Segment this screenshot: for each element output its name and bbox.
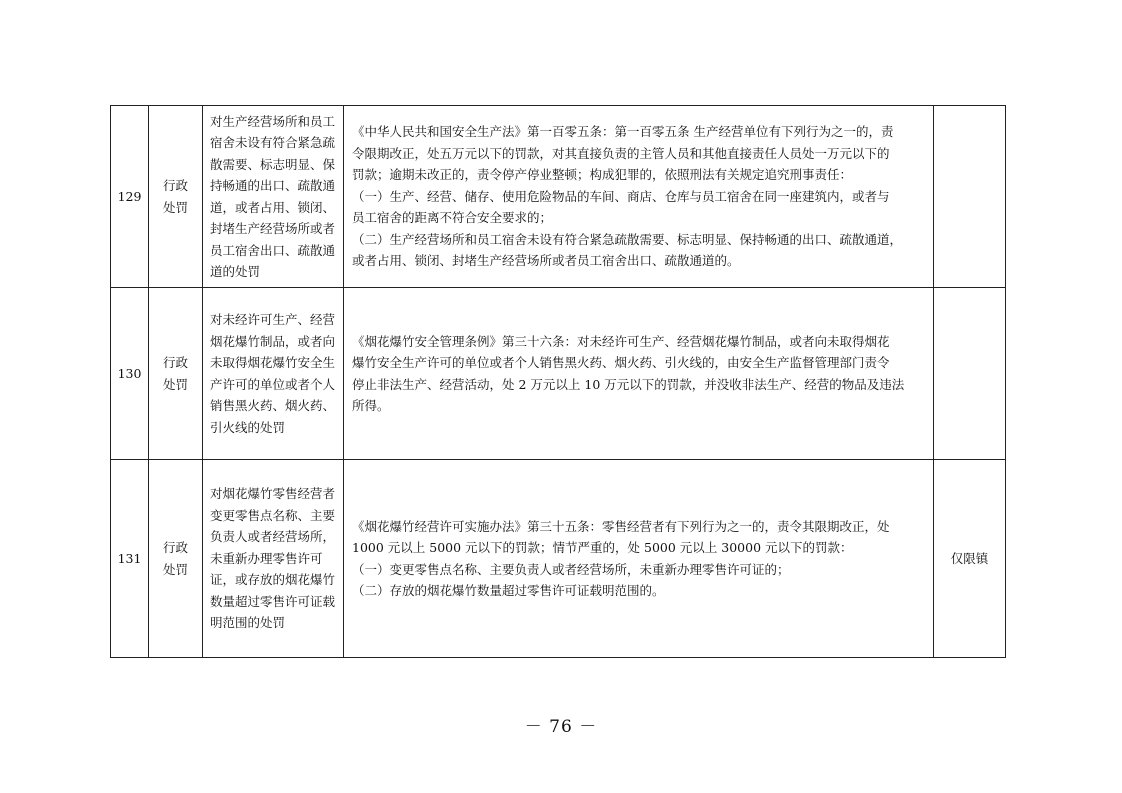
legal-basis-line: 《烟花爆竹经营许可实施办法》第三十五条：零售经营者有下列行为之一的，责令其限期改正，处 <box>352 518 890 534</box>
remark <box>934 106 1006 288</box>
penalty-type-line: 行政 <box>162 178 188 193</box>
penalty-item: 对烟花爆竹零售经营者变更零售点名称、主要负责人或者经营场所，未重新办理零售许可证，或存放的烟花爆竹数量超过零售许可证载明范围的处罚 <box>203 460 344 658</box>
page-number: － 76 － <box>524 717 598 737</box>
table-row <box>111 460 1006 658</box>
penalty-item: 对未经许可生产、经营烟花爆竹制品，或者向未取得烟花爆竹安全生产许可的单位或者个人销售黑火药、烟火药、引火线的处罚 <box>203 288 344 460</box>
remark <box>934 288 1006 460</box>
legal-basis-line: 令限期改正，处五万元以下的罚款，对其直接负责的主管人员和其他直接责任人员处一万元以下的 <box>352 145 890 161</box>
penalty-type-line: 行政 <box>162 355 188 370</box>
legal-basis <box>344 460 934 658</box>
legal-basis-line: 罚款；逾期未改正的，责令停产停业整顿；构成犯罪的，依照刑法有关规定追究刑事责任： <box>352 167 853 183</box>
table-row <box>111 106 1006 288</box>
legal-basis-line: 所得。 <box>352 398 390 413</box>
row-number: 130 <box>111 288 149 460</box>
legal-basis-line: 停止非法生产、经营活动，处 2 万元以上 10 万元以下的罚款，并没收非法生产、经营的物品及违法 <box>352 376 905 392</box>
legal-basis-line: （二）存放的烟花爆竹数量超过零售许可证载明范围的。 <box>352 583 665 598</box>
legal-basis-line: 《烟花爆竹安全管理条例》第三十六条：对未经许可生产、经营烟花爆竹制品，或者向未取得烟花 <box>352 333 890 349</box>
penalty-type <box>149 460 203 658</box>
penalty-type-line: 处罚 <box>162 561 188 577</box>
legal-basis-line: （二）生产经营场所和员工宿舍未设有符合紧急疏散需要、标志明显、保持畅通的出口、疏散通道， <box>352 231 903 247</box>
legal-basis-line: （一）变更零售点名称、主要负责人或者经营场所，未重新办理零售许可证的； <box>352 561 790 577</box>
legal-basis-line: 爆竹安全生产许可的单位或者个人销售黑火药、烟火药、引火线的，由安全生产监督管理部门责令 <box>352 355 890 370</box>
penalty-type <box>149 288 203 460</box>
penalty-table <box>110 105 1006 658</box>
table-row <box>111 288 1006 460</box>
row-number: 129 <box>111 106 149 288</box>
penalty-type-line: 处罚 <box>162 376 188 392</box>
legal-basis-line: 1000 元以上 5000 元以下的罚款；情节严重的，处 5000 元以上 30000 元以下的罚款： <box>352 540 853 555</box>
penalty-type-line: 行政 <box>162 540 188 555</box>
legal-basis <box>344 106 934 288</box>
legal-basis-line: 或者占用、锁闭、封堵生产经营场所或者员工宿舍出口、疏散通道的。 <box>352 253 740 269</box>
penalty-item: 对生产经营场所和员工宿舍未设有符合紧急疏散需要、标志明显、保持畅通的出口、疏散通道，或者占用、锁闭、封堵生产经营场所或者员工宿舍出口、疏散通道的处罚 <box>203 106 344 288</box>
legal-basis <box>344 288 934 460</box>
legal-basis-line: 《中华人民共和国安全生产法》第一百零五条：第一百零五条 生产经营单位有下列行为之一的，责 <box>352 124 894 140</box>
row-number: 131 <box>111 460 149 658</box>
penalty-type <box>149 106 203 288</box>
penalty-type-line: 处罚 <box>162 199 188 215</box>
remark: 仅限镇 <box>934 460 1006 658</box>
legal-basis-line: 员工宿舍的距离不符合安全要求的； <box>352 210 553 226</box>
legal-basis-line: （一）生产、经营、储存、使用危险物品的车间、商店、仓库与员工宿舍在同一座建筑内，或者与 <box>352 188 890 204</box>
